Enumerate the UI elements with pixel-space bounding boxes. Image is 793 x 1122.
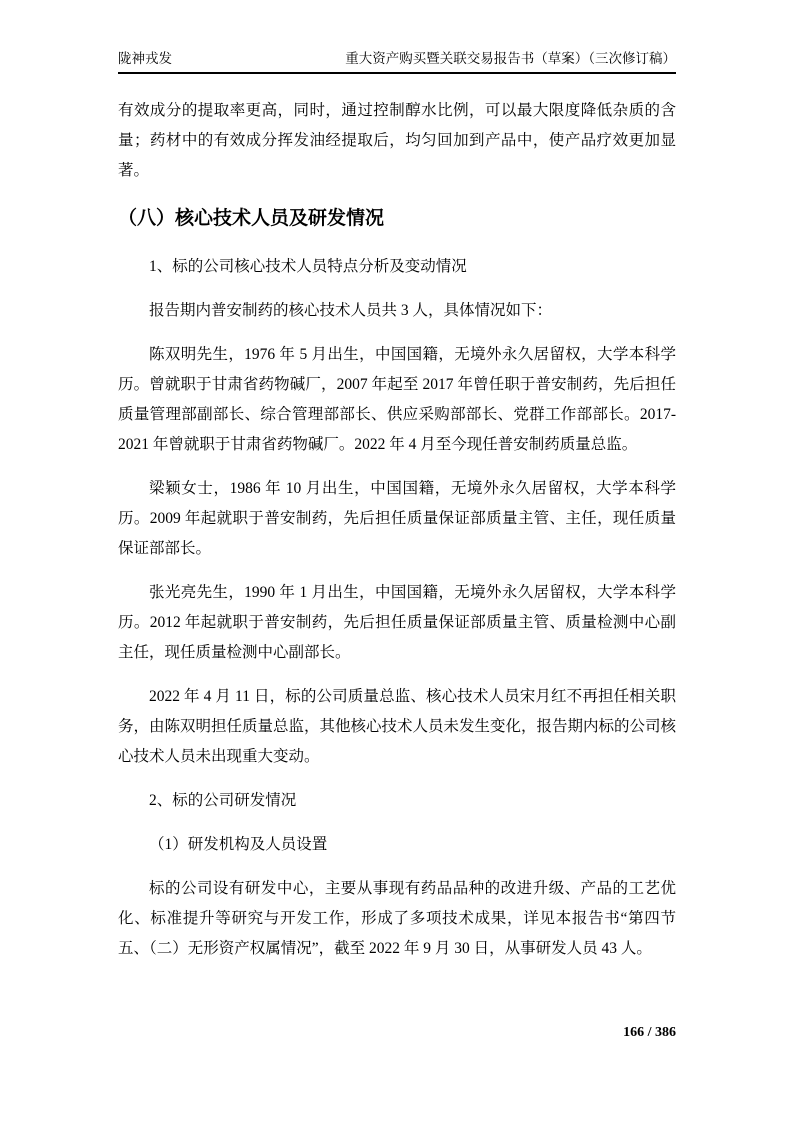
page-number: 166 / 386 <box>623 1025 676 1040</box>
zhang-bio-paragraph: 张光亮先生，1990 年 1 月出生，中国国籍，无境外永久居留权，大学本科学历。2012 年起就职于普安制药，先后担任质量保证部质量主管、质量检测中心副主任，现任质量检测中心副部长。 <box>118 584 676 661</box>
rd-overview-paragraph: 标的公司设有研发中心，主要从事现有药品品种的改进升级、产品的工艺优化、标准提升等研究与开发工作，形成了多项技术成果，详见本报告书“第四节 五、（二）无形资产权属情况”，截至 2022 年 9 月 30 日，从事研发人员 43 人。 <box>118 880 676 957</box>
header-report-title: 重大资产购买暨关联交易报告书（草案）（三次修订稿） <box>345 51 676 66</box>
page-header <box>118 50 676 74</box>
section-heading: （八）核心技术人员及研发情况 <box>118 208 385 229</box>
subsection-heading-2: 2、标的公司研发情况 <box>149 792 297 809</box>
continuation-paragraph: 有效成分的提取率更高，同时，通过控制醇水比例，可以最大限度降低杂质的含量；药材中的有效成分挥发油经提取后，均匀回加到产品中，使产品疗效更加显著。 <box>118 102 676 179</box>
subsection-heading-2-1: （1）研发机构及人员设置 <box>149 836 328 853</box>
subsection-heading-1: 1、标的公司核心技术人员特点分析及变动情况 <box>149 258 467 275</box>
personnel-change-paragraph: 2022 年 4 月 11 日，标的公司质量总监、核心技术人员宋月红不再担任相关职务，由陈双明担任质量总监，其他核心技术人员未发生变化，报告期内标的公司核心技术人员未出现重大变动。 <box>118 688 677 765</box>
overview-paragraph: 报告期内普安制药的核心技术人员共 3 人，具体情况如下： <box>149 302 553 319</box>
header-company-name: 陇神戎发 <box>118 51 172 66</box>
chen-bio-paragraph: 陈双明先生，1976 年 5 月出生，中国国籍，无境外永久居留权，大学本科学历。曾就职于甘肃省药物碱厂，2007 年起至 2017 年曾任职于普安制药，先后担任质量管理部副部长、综合管理部部长、供应采购部部长、党群工作部部长。2017-2021 年曾就职于甘肃省药物碱厂。2022 年 4 月至今现任普安制药质量总监。 <box>118 346 676 453</box>
page-content <box>118 96 676 978</box>
liang-bio-paragraph: 梁颖女士，1986 年 10 月出生，中国国籍，无境外永久居留权，大学本科学历。2009 年起就职于普安制药，先后担任质量保证部质量主管、主任，现任质量保证部部长。 <box>118 480 676 557</box>
